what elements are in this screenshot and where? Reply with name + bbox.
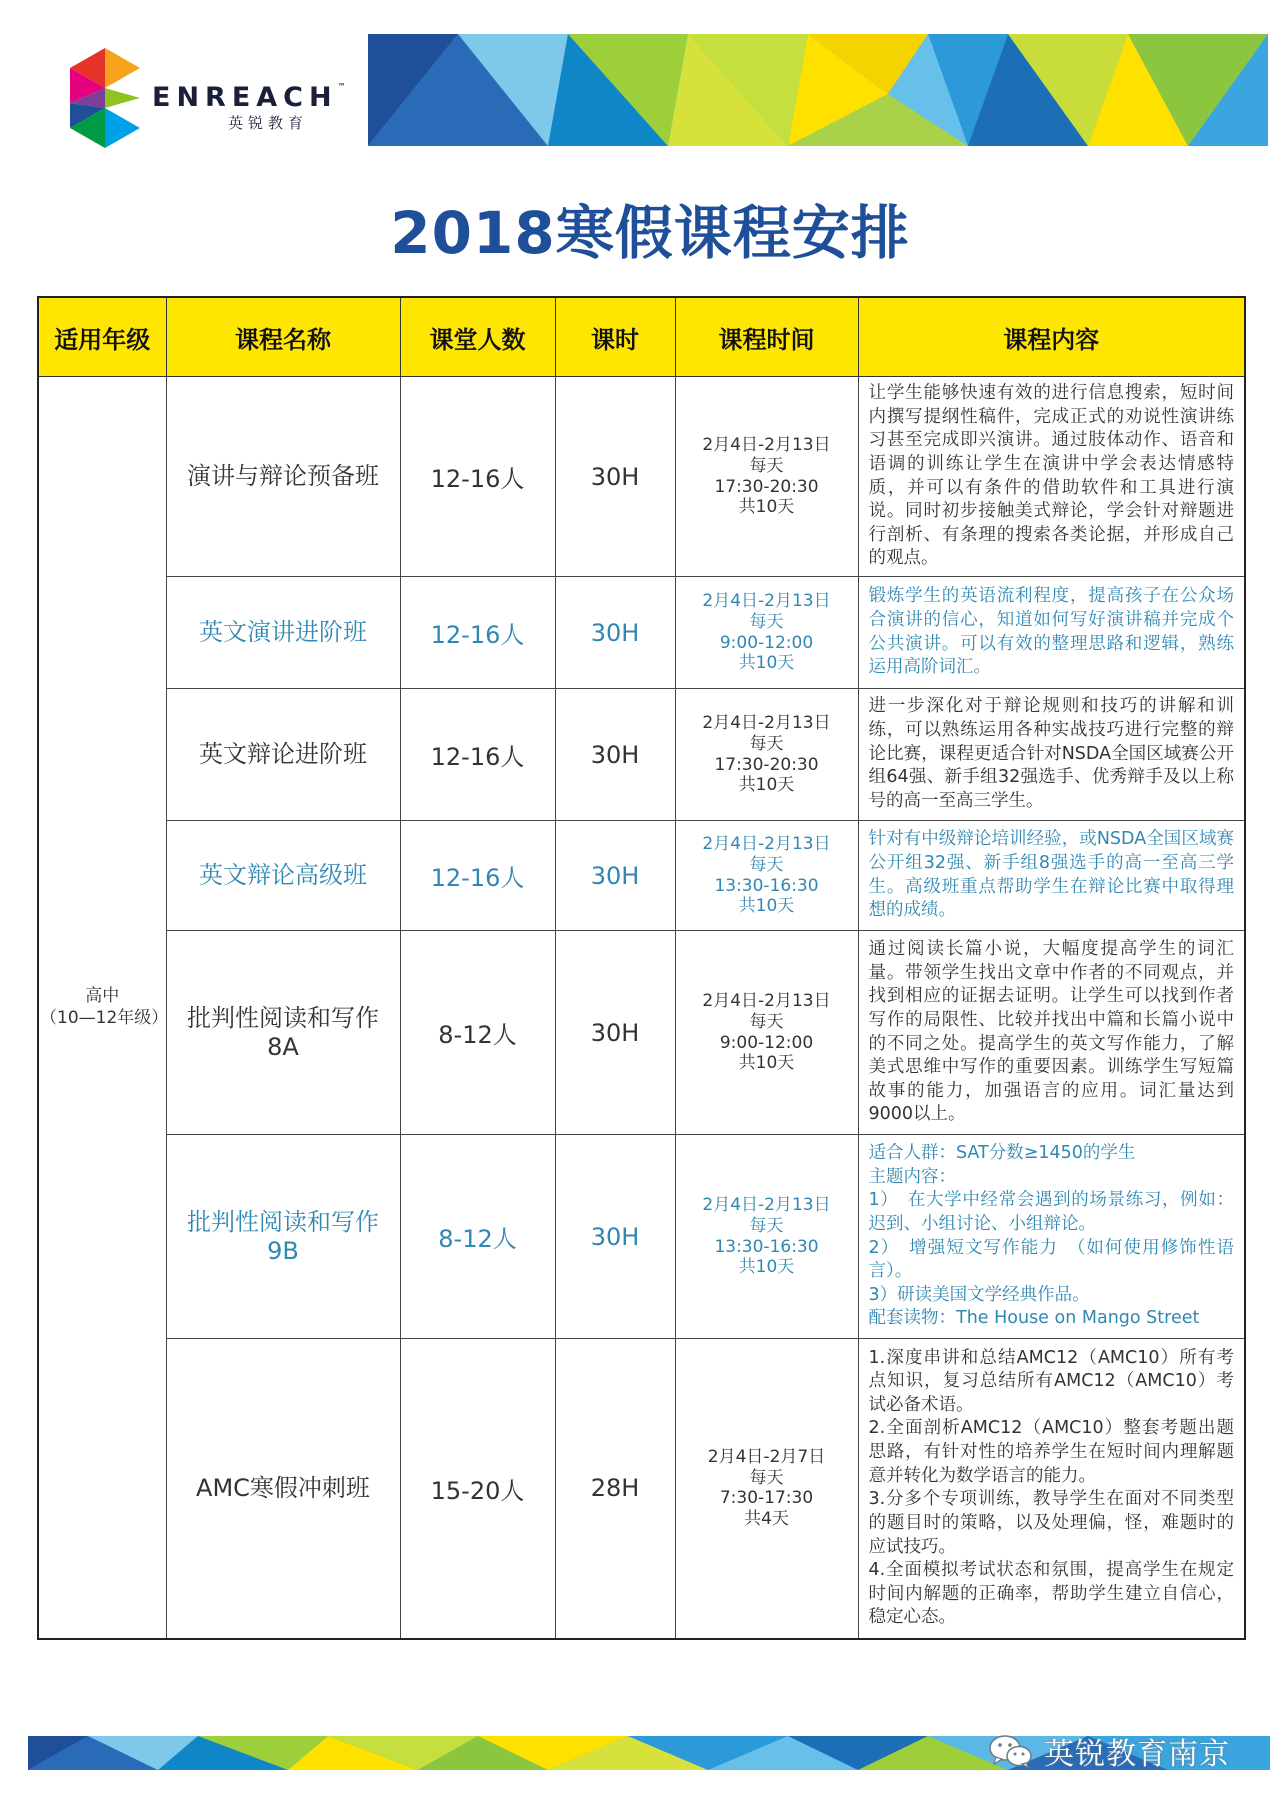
column-header-course-name: 课程名称 bbox=[166, 297, 400, 377]
wechat-watermark bbox=[988, 1726, 1230, 1776]
date-range: 2月4日-2月13日 bbox=[702, 591, 831, 612]
course-content bbox=[858, 821, 1245, 931]
time-slot: 17:30-20:30 bbox=[714, 754, 819, 775]
total-days: 共10天 bbox=[738, 653, 795, 674]
time-slot: 9:00-12:00 bbox=[719, 632, 814, 653]
frequency: 每天 bbox=[749, 1215, 784, 1236]
class-size: 15-20人 bbox=[400, 1339, 555, 1639]
table-row bbox=[38, 577, 1245, 689]
frequency: 每天 bbox=[749, 1011, 784, 1032]
wechat-icon bbox=[988, 1733, 1034, 1769]
content-line: 2） 增强短文写作能力 （如何使用修饰性语言）。 bbox=[868, 1237, 1234, 1282]
column-header-content: 课程内容 bbox=[858, 297, 1245, 377]
trademark-mark: ™ bbox=[337, 82, 346, 91]
course-name: 批判性阅读和写作8A bbox=[166, 931, 400, 1135]
class-size: 12-16人 bbox=[400, 689, 555, 821]
course-hours: 30H bbox=[555, 577, 675, 689]
date-range: 2月4日-2月13日 bbox=[702, 991, 831, 1012]
course-content bbox=[858, 931, 1245, 1135]
wechat-account-name: 英锐教育南京 bbox=[1044, 1737, 1230, 1772]
header-banner bbox=[368, 34, 1268, 146]
class-size: 12-16人 bbox=[400, 821, 555, 931]
course-hours: 28H bbox=[555, 1339, 675, 1639]
content-paragraph: 针对有中级辩论培训经验，或NSDA全国区域赛公开组32强、新手组8强选手的高一至高三学生。高级班重点帮助学生在辩论比赛中取得理想的成绩。 bbox=[868, 829, 1234, 921]
course-name: 演讲与辩论预备班 bbox=[166, 377, 400, 577]
course-schedule bbox=[675, 689, 858, 821]
column-header-grade: 适用年级 bbox=[38, 297, 166, 377]
column-header-schedule: 课程时间 bbox=[675, 297, 858, 377]
course-content bbox=[858, 1339, 1245, 1639]
course-name: AMC寒假冲刺班 bbox=[166, 1339, 400, 1639]
page-title: 2018寒假课程安排 bbox=[390, 199, 910, 267]
content-paragraph: 进一步深化对于辩论规则和技巧的讲解和训练，可以熟练运用各种实战技巧进行完整的辩论比赛，课程更适合针对NSDA全国区域赛公开组64强、新手组32强选手、优秀辩手及以上称号的高一至高三学生。 bbox=[868, 696, 1234, 811]
class-size: 8-12人 bbox=[400, 1135, 555, 1339]
total-days: 共10天 bbox=[738, 497, 795, 518]
table-row bbox=[38, 1135, 1245, 1339]
time-slot: 13:30-16:30 bbox=[714, 1236, 819, 1257]
grade-level: 高中 bbox=[85, 986, 120, 1007]
course-schedule bbox=[675, 577, 858, 689]
class-size: 12-16人 bbox=[400, 377, 555, 577]
course-name: 英文演讲进阶班 bbox=[166, 577, 400, 689]
table-row bbox=[38, 931, 1245, 1135]
course-name: 英文辩论进阶班 bbox=[166, 689, 400, 821]
course-hours: 30H bbox=[555, 821, 675, 931]
course-hours: 30H bbox=[555, 689, 675, 821]
frequency: 每天 bbox=[749, 455, 784, 476]
grade-cell bbox=[38, 377, 169, 1639]
time-slot: 7:30-17:30 bbox=[719, 1488, 814, 1509]
content-line: 适合人群：SAT分数≥1450的学生 bbox=[868, 1143, 1136, 1163]
content-line: 3）研读美国文学经典作品。 bbox=[868, 1284, 1090, 1305]
content-line: 2.全面剖析AMC12（AMC10）整套考题出题思路，有针对性的培养学生在短时间内理解题意并转化为数学语言的能力。 bbox=[868, 1418, 1234, 1486]
frequency: 每天 bbox=[749, 1467, 784, 1488]
total-days: 共10天 bbox=[738, 1257, 795, 1278]
frequency: 每天 bbox=[749, 733, 784, 754]
course-schedule bbox=[675, 1135, 858, 1339]
table-row bbox=[38, 377, 1245, 577]
time-slot: 17:30-20:30 bbox=[714, 476, 819, 497]
total-days: 共10天 bbox=[738, 896, 795, 917]
content-line: 1.深度串讲和总结AMC12（AMC10）所有考点知识，复习总结所有AMC12（AMC10）考试必备术语。 bbox=[868, 1347, 1234, 1415]
total-days: 共10天 bbox=[738, 775, 795, 796]
grade-range: （10—12年级） bbox=[40, 1008, 169, 1029]
course-content bbox=[858, 377, 1245, 577]
table-header-row bbox=[38, 297, 1245, 377]
date-range: 2月4日-2月13日 bbox=[702, 713, 831, 734]
course-hours: 30H bbox=[555, 931, 675, 1135]
table-row bbox=[38, 1339, 1245, 1639]
course-name: 批判性阅读和写作9B bbox=[166, 1135, 400, 1339]
frequency: 每天 bbox=[749, 854, 784, 875]
course-content bbox=[858, 577, 1245, 689]
table-row bbox=[38, 689, 1245, 821]
course-name: 英文辩论高级班 bbox=[166, 821, 400, 931]
course-content bbox=[858, 1135, 1245, 1339]
column-header-class-size: 课堂人数 bbox=[400, 297, 555, 377]
course-schedule bbox=[675, 377, 858, 577]
content-line: 3.分多个专项训练，教导学生在面对不同类型的题目时的策略，以及处理偏，怪，难题时的应试技巧。 bbox=[868, 1489, 1234, 1557]
content-line: 1） 在大学中经常会遇到的场景练习，例如：迟到、小组讨论、小组辩论。 bbox=[868, 1190, 1234, 1234]
course-schedule-table bbox=[37, 296, 1246, 1640]
content-paragraph: 通过阅读长篇小说，大幅度提高学生的词汇量。带领学生找出文章中作者的不同观点，并找到相应的证据去证明。让学生可以找到作者写作的局限性、比较并找出中篇和长篇小说中的不同之处。提高学生的英文写作能力，了解美式思维中写作的重要因素。训练学生写短篇故事的能力，加强语言的应用。词汇量达到9000以上。 bbox=[868, 939, 1234, 1125]
brand-name-en: ENREACH™ bbox=[152, 82, 346, 113]
content-paragraph: 锻炼学生的英语流利程度，提高孩子在公众场合演讲的信心，知道如何写好演讲稿并完成个公共演讲。可以有效的整理思路和逻辑，熟练运用高阶词汇。 bbox=[868, 586, 1234, 678]
course-schedule bbox=[675, 1339, 858, 1639]
time-slot: 9:00-12:00 bbox=[719, 1032, 814, 1053]
date-range: 2月4日-2月13日 bbox=[702, 1195, 831, 1216]
date-range: 2月4日-2月7日 bbox=[707, 1446, 826, 1467]
brand-name-cn: 英锐教育 bbox=[228, 114, 309, 132]
course-hours: 30H bbox=[555, 377, 675, 577]
time-slot: 13:30-16:30 bbox=[714, 875, 819, 896]
content-line: 4.全面模拟考试状态和氛围，提高学生在规定时间内解题的正确率，帮助学生建立自信心，稳定心态。 bbox=[868, 1560, 1234, 1628]
column-header-hours: 课时 bbox=[555, 297, 675, 377]
table-row bbox=[38, 821, 1245, 931]
course-content bbox=[858, 689, 1245, 821]
content-line: 主题内容： bbox=[868, 1166, 956, 1187]
content-line: 配套读物：The House on Mango Street bbox=[868, 1308, 1200, 1329]
course-schedule bbox=[675, 931, 858, 1135]
enreach-logo-icon bbox=[70, 48, 140, 148]
total-days: 共10天 bbox=[738, 1053, 795, 1074]
course-hours: 30H bbox=[555, 1135, 675, 1339]
course-schedule bbox=[675, 821, 858, 931]
total-days: 共4天 bbox=[744, 1508, 789, 1529]
date-range: 2月4日-2月13日 bbox=[702, 435, 831, 456]
frequency: 每天 bbox=[749, 611, 784, 632]
class-size: 12-16人 bbox=[400, 577, 555, 689]
content-paragraph: 让学生能够快速有效的进行信息搜索，短时间内撰写提纲性稿件，完成正式的劝说性演讲练习甚至完成即兴演讲。通过肢体动作、语音和语调的训练让学生在演讲中学会表达情感特质，并可以有条件的借助软件和工具进行演说。同时初步接触美式辩论，学会针对辩题进行剖析、有条理的搜索各类论据，并形成自己的观点。 bbox=[868, 383, 1234, 569]
class-size: 8-12人 bbox=[400, 931, 555, 1135]
date-range: 2月4日-2月13日 bbox=[702, 834, 831, 855]
